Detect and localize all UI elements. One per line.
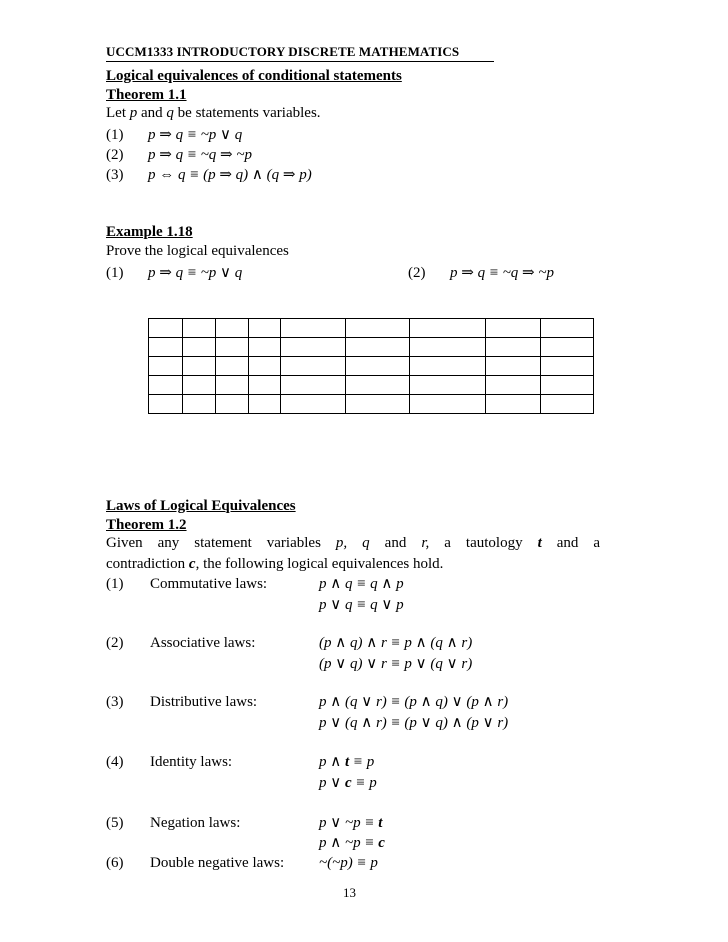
formula-part: ≡ p xyxy=(351,775,377,791)
truth-table-cell xyxy=(486,395,541,414)
course-header: UCCM1333 INTRODUCTORY DISCRETE MATHEMATICS xyxy=(106,44,460,59)
law-name: Negation laws: xyxy=(150,815,241,831)
var-c: c xyxy=(188,556,196,572)
truth-table-cell xyxy=(249,395,281,414)
theorem-item-num: (3) xyxy=(106,167,124,183)
truth-table-cell xyxy=(541,376,594,395)
section2-intro-line1 xyxy=(106,533,600,553)
truth-table-cell xyxy=(346,338,410,357)
intro-text: a tautology xyxy=(444,535,523,551)
truth-table-cell xyxy=(149,376,183,395)
truth-table-cell xyxy=(216,319,249,338)
truth-table-cell xyxy=(281,319,346,338)
law-formula: p ∧ q ≡ q ∧ p xyxy=(319,576,404,592)
truth-table-cell xyxy=(281,357,346,376)
truth-table-cell xyxy=(541,338,594,357)
truth-table-cell xyxy=(410,338,486,357)
truth-table-cell xyxy=(486,357,541,376)
example-right-formula: p ⇒ q ≡ ~q ⇒ ~p xyxy=(450,265,554,281)
var-t: t xyxy=(537,535,542,551)
truth-table-cell xyxy=(541,357,594,376)
law-num: (5) xyxy=(106,815,124,831)
theorem-1-1: Theorem 1.1 xyxy=(106,87,187,103)
law-num: (4) xyxy=(106,754,124,770)
law-name: Double negative laws: xyxy=(150,855,285,871)
law-num: (6) xyxy=(106,855,124,871)
truth-table-cell xyxy=(281,338,346,357)
var-p: p, xyxy=(335,535,348,551)
law-num: (2) xyxy=(106,635,124,651)
section1-intro xyxy=(106,104,321,122)
law-formula xyxy=(319,774,377,792)
truth-table-cell xyxy=(346,395,410,414)
truth-table-cell xyxy=(541,319,594,338)
law-name: Distributive laws: xyxy=(150,694,258,710)
law-formula: p ∨ (q ∧ r) ≡ (p ∨ q) ∧ (p ∨ r) xyxy=(319,715,509,731)
truth-table-cell xyxy=(249,376,281,395)
var-q: q xyxy=(362,535,370,551)
law-formula: (p ∨ q) ∨ r ≡ p ∨ (q ∨ r) xyxy=(319,656,473,672)
theorem-item-formula: p ⇔ q ≡ (p ⇒ q) ∧ (q ⇒ p) xyxy=(148,167,312,183)
truth-table-cell xyxy=(410,376,486,395)
truth-table-cell xyxy=(486,338,541,357)
truth-table-cell xyxy=(249,338,281,357)
truth-table-row xyxy=(149,338,594,357)
truth-table-cell xyxy=(149,395,183,414)
formula-part: p ∨ ~p ≡ xyxy=(319,815,379,831)
formula-part: p ∨ xyxy=(319,775,345,791)
example-title: Example 1.18 xyxy=(106,224,193,240)
law-name: Identity laws: xyxy=(150,754,233,770)
law-formula: p ∨ q ≡ q ∨ p xyxy=(319,597,404,613)
truth-table-row xyxy=(149,319,594,338)
law-formula: ~(~p) ≡ p xyxy=(319,855,378,871)
truth-table-cell xyxy=(410,319,486,338)
truth-table-cell xyxy=(281,376,346,395)
truth-table-cell xyxy=(183,338,216,357)
theorem-item-num: (1) xyxy=(106,127,124,143)
truth-table-row xyxy=(149,357,594,376)
truth-table-cell xyxy=(183,376,216,395)
law-formula xyxy=(319,814,382,832)
header-rule xyxy=(106,61,494,62)
theorem-item-formula: p ⇒ q ≡ ~q ⇒ ~p xyxy=(148,147,252,163)
theorem-item-num: (2) xyxy=(106,147,124,163)
truth-table-cell xyxy=(149,338,183,357)
truth-table-cell xyxy=(216,376,249,395)
truth-table-cell xyxy=(149,357,183,376)
formula-part: p ∧ ~p ≡ xyxy=(319,835,379,851)
law-formula xyxy=(319,834,385,852)
example-left-num: (1) xyxy=(106,265,124,281)
law-num: (1) xyxy=(106,576,124,592)
contradiction-symbol: c xyxy=(344,775,352,791)
example-prompt: Prove the logical equivalences xyxy=(106,243,289,259)
tautology-symbol: t xyxy=(378,815,383,831)
law-formula: p ∧ (q ∨ r) ≡ (p ∧ q) ∨ (p ∧ r) xyxy=(319,694,509,710)
section2-intro-line2 xyxy=(106,555,443,573)
truth-table-cell xyxy=(486,319,541,338)
tautology-symbol: t xyxy=(344,754,350,770)
section2-title: Laws of Logical Equivalences xyxy=(106,498,296,514)
intro-text: and xyxy=(137,105,167,121)
truth-table-cell xyxy=(410,357,486,376)
truth-table-cell xyxy=(216,395,249,414)
var-q: q xyxy=(166,105,174,121)
truth-table-cell xyxy=(541,395,594,414)
formula-part: ≡ p xyxy=(349,754,375,770)
truth-table-cell xyxy=(183,357,216,376)
truth-table-cell xyxy=(216,338,249,357)
truth-table-cell xyxy=(249,319,281,338)
truth-table-cell xyxy=(410,395,486,414)
truth-table-cell xyxy=(183,395,216,414)
intro-text: Given any statement variables xyxy=(106,535,321,551)
truth-table-cell xyxy=(486,376,541,395)
law-formula xyxy=(319,753,374,771)
intro-text: be statements variables. xyxy=(173,105,321,121)
var-r: r, xyxy=(421,535,430,551)
truth-table xyxy=(148,318,594,414)
theorem-1-2: Theorem 1.2 xyxy=(106,517,187,533)
truth-table-cell xyxy=(346,319,410,338)
truth-table-cell xyxy=(183,319,216,338)
intro-text: , the following logical equivalences hold. xyxy=(195,556,444,572)
theorem-item-formula: p ⇒ q ≡ ~p ∨ q xyxy=(148,127,243,143)
truth-table-cell xyxy=(346,357,410,376)
law-name: Commutative laws: xyxy=(150,576,268,592)
truth-table-row xyxy=(149,395,594,414)
formula-part: p ∧ xyxy=(319,754,345,770)
intro-text: Let xyxy=(106,105,130,121)
truth-table-cell xyxy=(281,395,346,414)
var-p: p xyxy=(129,105,138,121)
intro-text: contradiction xyxy=(106,556,189,572)
truth-table-cell xyxy=(149,319,183,338)
intro-text: and a xyxy=(556,535,601,551)
truth-table-cell xyxy=(346,376,410,395)
truth-table-cell xyxy=(216,357,249,376)
truth-table-cell xyxy=(249,357,281,376)
law-formula: (p ∧ q) ∧ r ≡ p ∧ (q ∧ r) xyxy=(319,635,473,651)
example-left-formula: p ⇒ q ≡ ~p ∨ q xyxy=(148,265,243,281)
law-num: (3) xyxy=(106,694,124,710)
example-right-num: (2) xyxy=(408,265,426,281)
section1-title: Logical equivalences of conditional statements xyxy=(106,68,402,84)
law-name: Associative laws: xyxy=(150,635,256,651)
truth-table-row xyxy=(149,376,594,395)
contradiction-symbol: c xyxy=(378,835,385,851)
intro-text: and xyxy=(384,535,407,551)
page-number: 13 xyxy=(343,885,356,900)
